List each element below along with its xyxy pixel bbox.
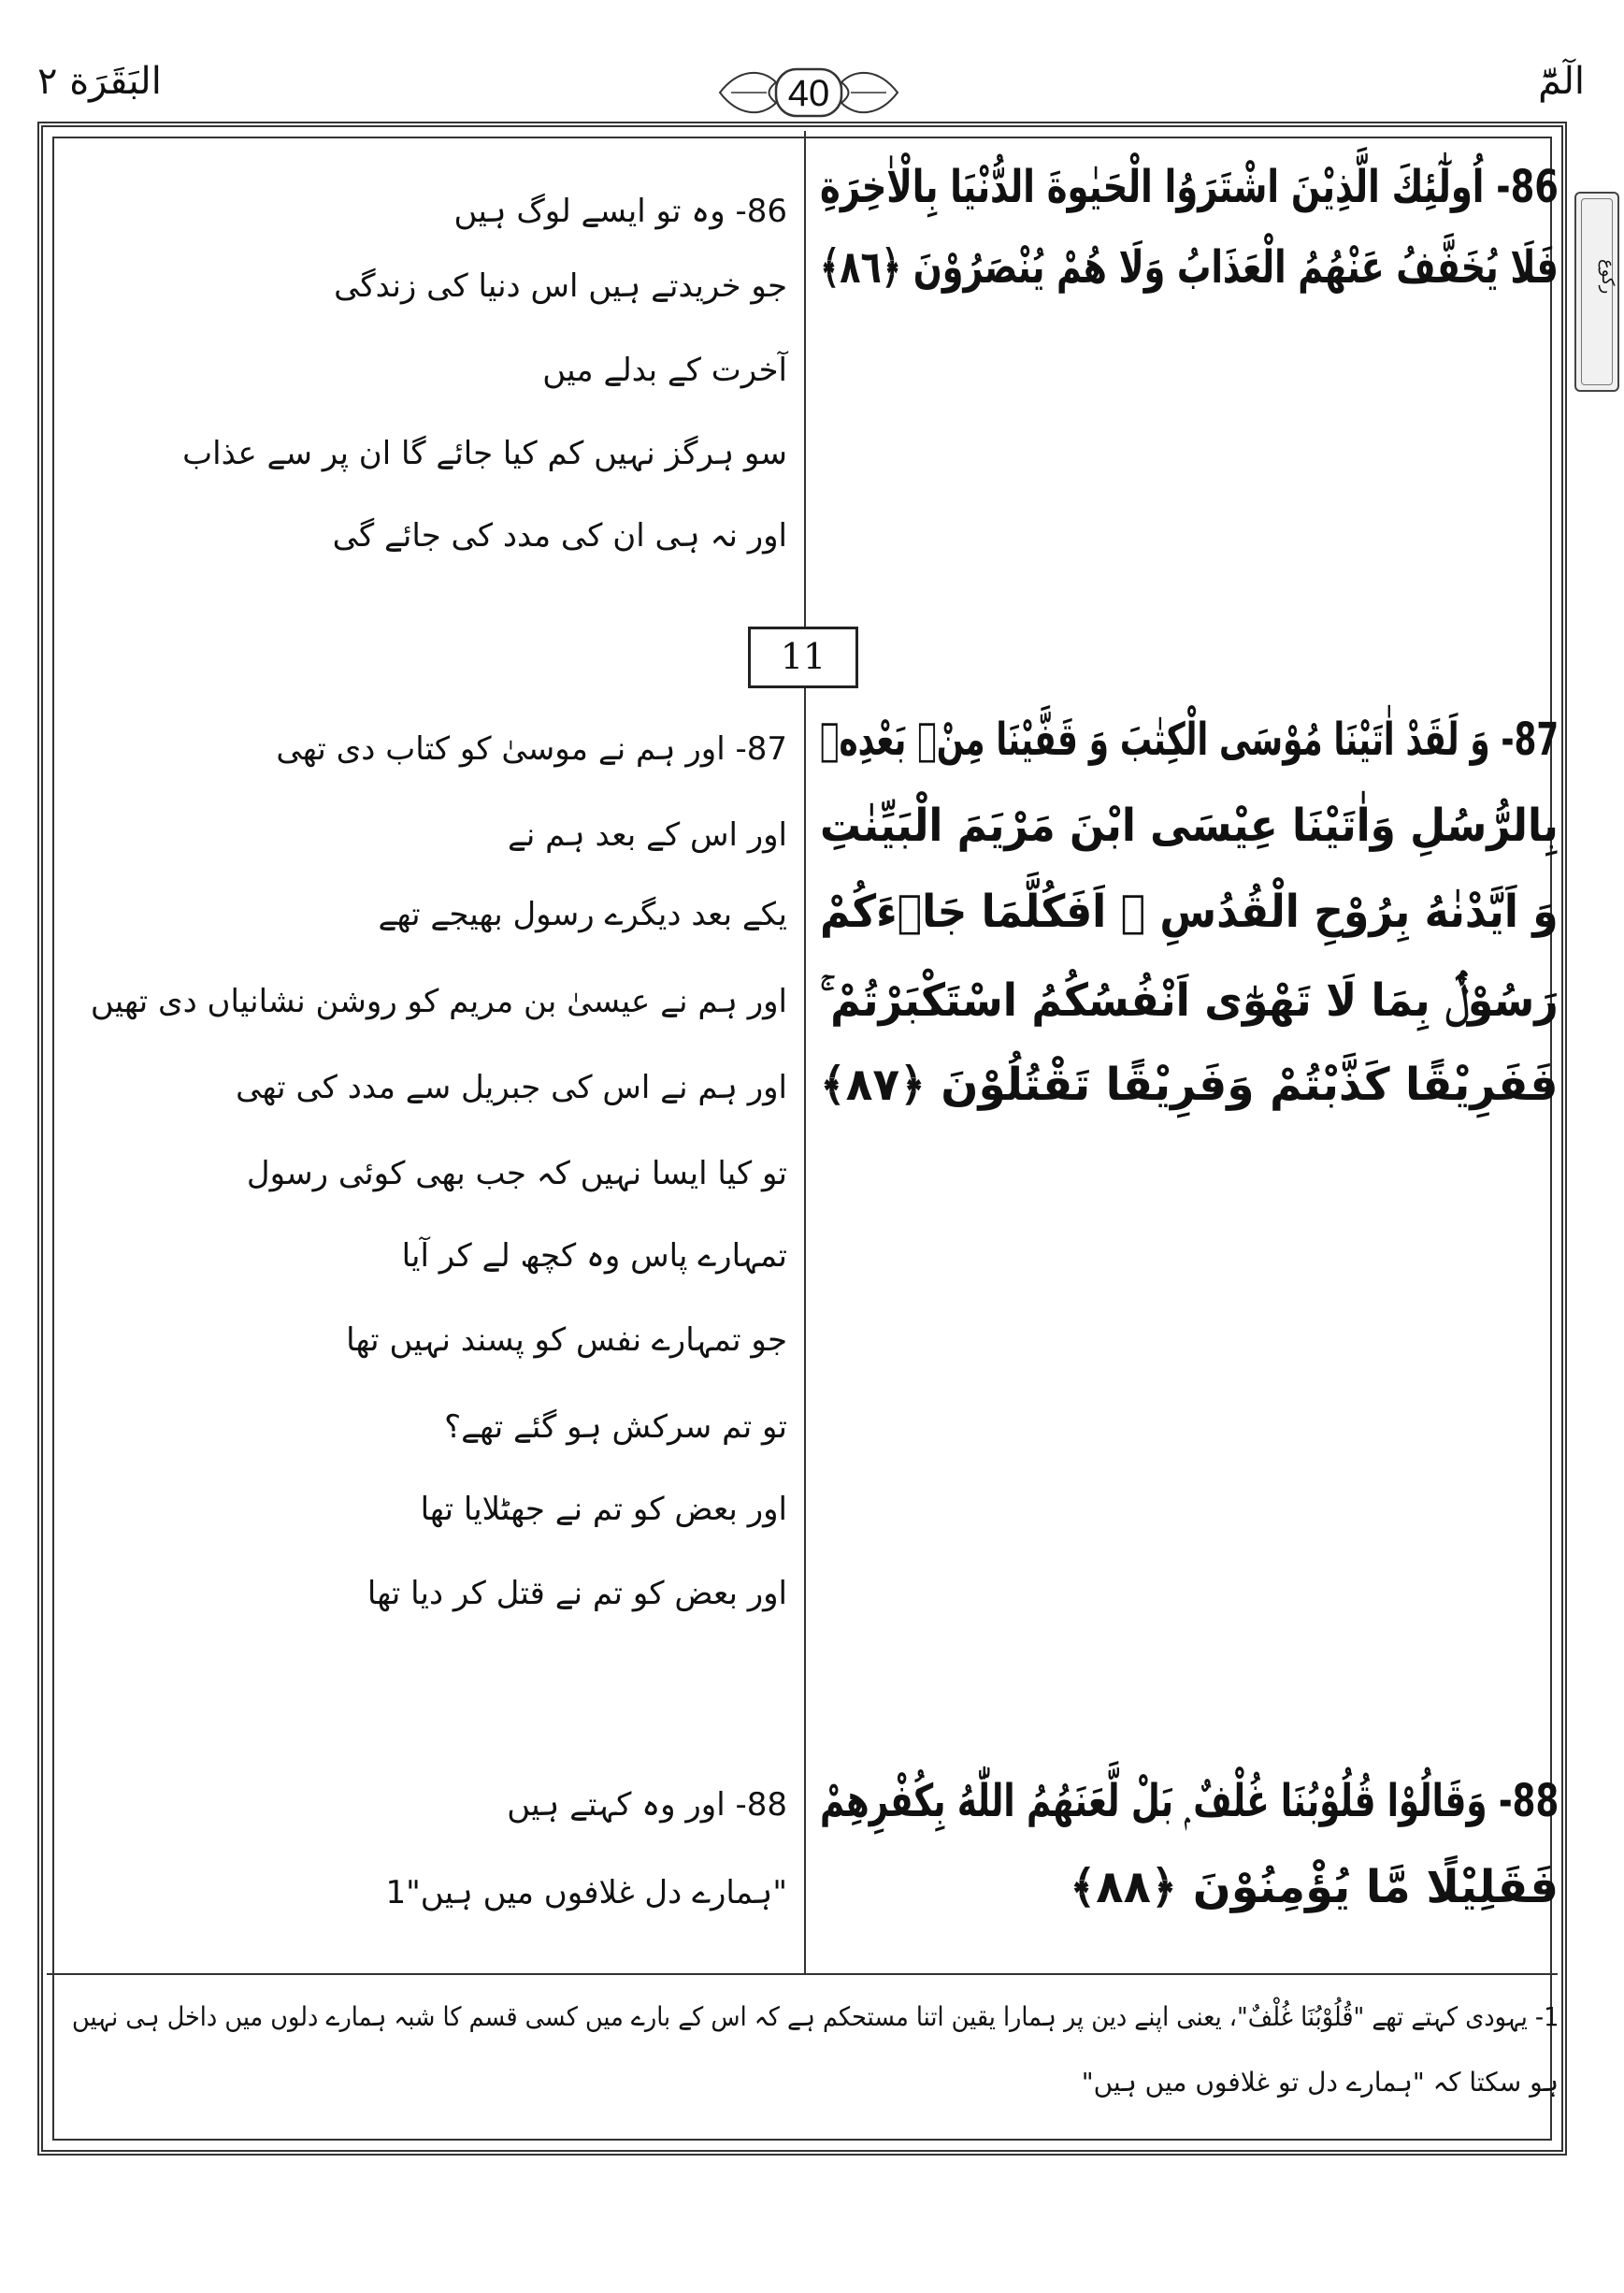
footnote-separator	[47, 1973, 1558, 1975]
ruku-marker	[1574, 192, 1619, 392]
footnote-line: 1- یہودی کہتے تھے "قُلُوْبُنَا غُلْفٌ"، یعنی اپنے دین پر ہمارا یقین اتنا مستحکم ہے کہ اس کے بارے میں کسی قسم کا شبہ ہمارے دلوں میں داخل ہی نہیں	[71, 2001, 1559, 2032]
arabic-verse-line: فَفَرِيْقًا كَذَّبْتُمْ وَفَرِيْقًا تَقْتُلُوْنَ ﴿٨٧﴾	[820, 1059, 1559, 1111]
surah-title: البَقَرَة ٢	[37, 60, 162, 103]
footnote-line: ہو سکتا کہ "ہمارے دل تو غلافوں میں ہیں"	[1081, 2067, 1559, 2098]
page-header	[0, 0, 1624, 131]
arabic-verse-line: 87- وَ لَقَدْ اٰتَيْنَا مُوْسَى الْكِتٰبَ وَ قَفَّيْنَا مِنْۢ بَعْدِهٖ	[819, 714, 1559, 766]
ruku-label: رکوع	[1598, 259, 1617, 295]
page-number-badge	[711, 64, 907, 122]
urdu-translation-line: اور ہم نے اس کی جبریل سے مدد کی تھی	[236, 1069, 787, 1106]
arabic-verse-line: وَ اَيَّدْنٰهُ بِرُوْحِ الْقُدُسِ ۭ اَفَكُلَّمَا جَاۗءَكُمْ	[820, 886, 1559, 938]
urdu-translation-line: تو کیا ایسا نہیں کہ جب بھی کوئی رسول	[246, 1155, 787, 1192]
urdu-translation-line: اور بعض کو تم نے جھٹلایا تھا	[420, 1491, 787, 1528]
urdu-translation-line: سو ہرگز نہیں کم کیا جائے گا ان پر سے عذاب	[182, 435, 787, 472]
arabic-verse-line: 86- اُولٰٓئِكَ الَّذِيْنَ اشْتَرَوُا الْحَيٰوةَ الدُّنْيَا بِالْاٰخِرَةِ	[820, 161, 1559, 213]
urdu-translation-line: تمہارے پاس وہ کچھ لے کر آیا	[401, 1237, 787, 1275]
urdu-translation-line: 87- اور ہم نے موسیٰ کو کتاب دی تھی	[276, 730, 787, 768]
column-divider	[804, 131, 806, 1973]
urdu-translation-line: اور ہم نے عیسیٰ بن مریم کو روشن نشانیاں دی تھیں	[90, 983, 787, 1020]
urdu-translation-line: اور نہ ہی ان کی مدد کی جائے گی	[332, 517, 787, 555]
arabic-verse-line: فَقَلِيْلًا مَّا يُؤْمِنُوْنَ ﴿٨٨﴾	[1070, 1861, 1559, 1913]
urdu-translation-line: اور اس کے بعد ہم نے	[507, 816, 787, 854]
section-number-box: 11	[748, 627, 858, 688]
urdu-translation-line: اور بعض کو تم نے قتل کر دیا تھا	[366, 1575, 787, 1612]
juz-title: الٓمّٓ	[1538, 60, 1585, 103]
urdu-translation-line: یکے بعد دیگرے رسول بھیجے تھے	[378, 896, 787, 933]
urdu-translation-line: 88- اور وہ کہتے ہیں	[507, 1786, 787, 1824]
page-frame	[37, 122, 1567, 2156]
urdu-translation-line: جو تمہارے نفس کو پسند نہیں تھا	[346, 1321, 787, 1359]
urdu-translation-line: 86- وہ تو ایسے لوگ ہیں	[453, 193, 787, 230]
arabic-verse-line: فَلَا يُخَفَّفُ عَنْهُمُ الْعَذَابُ وَلَا هُمْ يُنْصَرُوْنَ ﴿٨٦﴾	[820, 241, 1559, 294]
urdu-translation-line: جو خریدتے ہیں اس دنیا کی زندگی	[334, 267, 787, 305]
page-number: 40	[787, 73, 830, 114]
arabic-verse-line: رَسُوْلٌۢ بِمَا لَا تَهْوٰٓى اَنْفُسُكُمُ اسْتَكْبَرْتُمْ ۚ	[820, 974, 1559, 1027]
urdu-translation-line: تو تم سرکش ہو گئے تھے؟	[444, 1408, 787, 1446]
arabic-verse-line: بِالرُّسُلِ وَاٰتَيْنَا عِيْسَى ابْنَ مَرْيَمَ الْبَيِّنٰتِ	[820, 800, 1559, 852]
arabic-verse-line: 88- وَقَالُوْا قُلُوْبُنَا غُلْفٌ ۭ بَلْ لَّعَنَهُمُ اللّٰهُ بِكُفْرِهِمْ	[819, 1775, 1559, 1827]
urdu-translation-line: "ہمارے دل غلافوں میں ہیں"1	[385, 1874, 787, 1911]
urdu-translation-line: آخرت کے بدلے میں	[542, 352, 787, 389]
